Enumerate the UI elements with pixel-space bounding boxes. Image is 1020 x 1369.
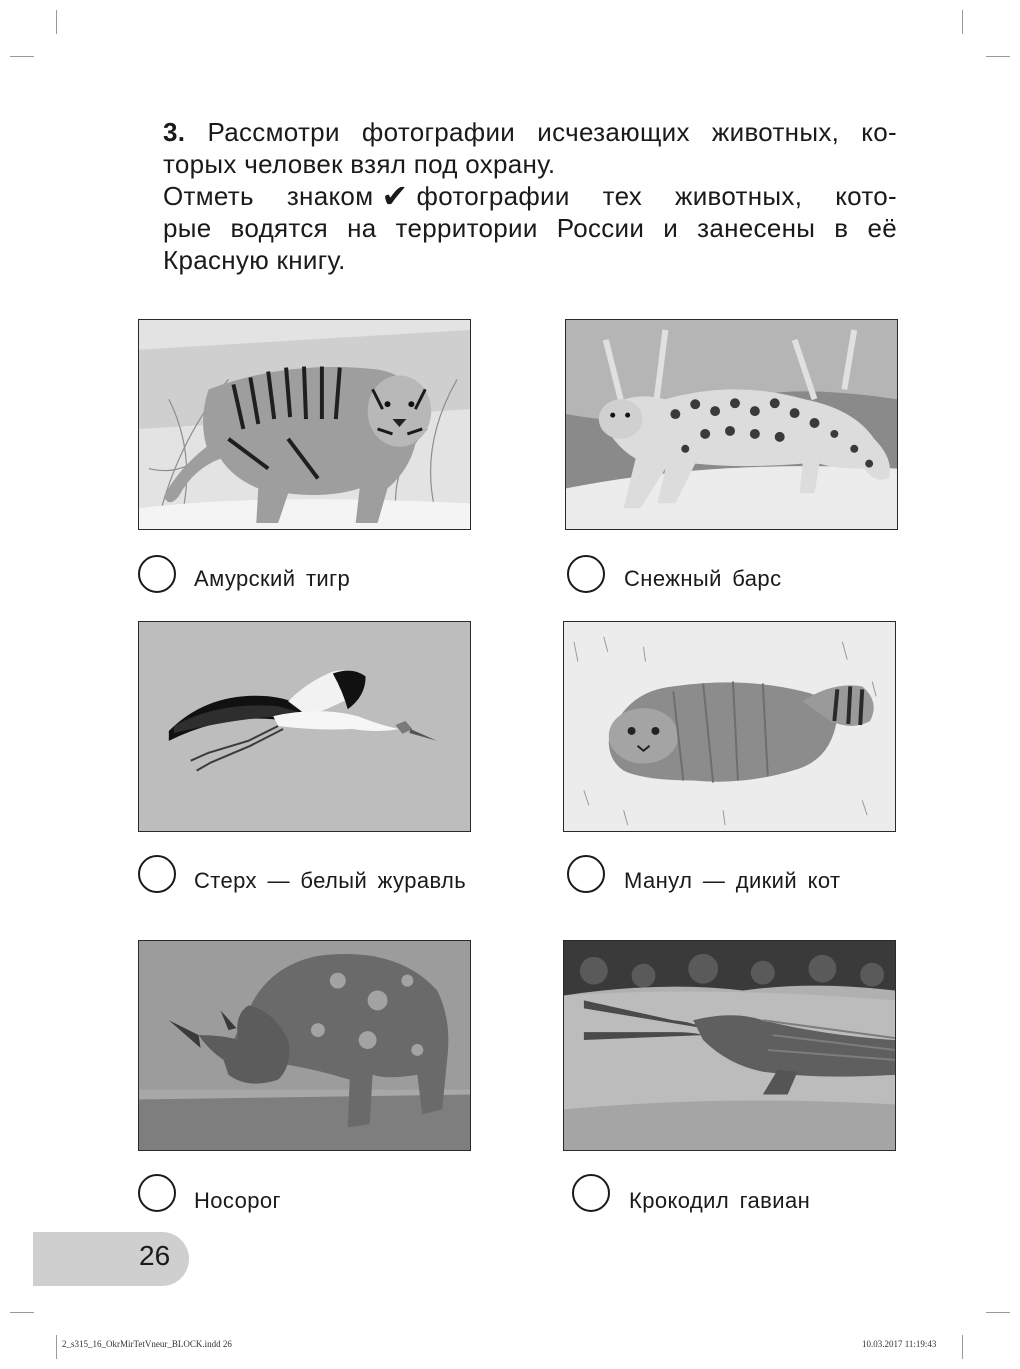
checkbox-pallas-cat[interactable]	[567, 855, 605, 893]
label-gharial: Крокодил гавиан	[629, 1188, 811, 1213]
task-line: Красную книгу.	[163, 245, 346, 275]
siberian-crane-photo	[138, 621, 471, 832]
checkbox-rhinoceros[interactable]	[138, 1174, 176, 1212]
page-number: 26	[139, 1240, 171, 1271]
gharial-photo	[563, 940, 896, 1151]
label-siberian-crane: Стерх — белый журавль	[194, 868, 467, 893]
label-amur-tiger: Амурский тигр	[194, 566, 351, 591]
label-rhinoceros: Носорог	[194, 1188, 281, 1213]
label-pallas-cat: Манул — дикий кот	[624, 868, 841, 893]
task-line: Отметь знаком	[163, 181, 374, 211]
checkbox-gharial[interactable]	[572, 1174, 610, 1212]
task-number: 3.	[163, 117, 186, 147]
check-mark-icon: ✔	[381, 178, 409, 214]
crop-mark	[10, 56, 34, 57]
amur-tiger-photo	[138, 319, 471, 530]
checkbox-siberian-crane[interactable]	[138, 855, 176, 893]
crop-mark	[986, 56, 1010, 57]
task-line: рые водятся на территории России и занесены в её	[163, 213, 897, 243]
pallas-cat-photo	[563, 621, 896, 832]
crop-mark	[986, 1312, 1010, 1313]
task-line: торых человек взял под охрану.	[163, 149, 556, 179]
snow-leopard-photo	[565, 319, 898, 530]
task-line: Рассмотри фотографии исчезающих животных, ко-	[207, 117, 897, 147]
crop-mark	[962, 10, 963, 34]
task-line: фотографии тех животных, кото-	[416, 181, 897, 211]
crop-mark	[962, 1335, 963, 1359]
footer-filename: 2_s315_16_OkrMirTetVneur_BLOCK.indd 26	[62, 1339, 232, 1349]
crop-mark	[10, 1312, 34, 1313]
crop-mark	[56, 1335, 57, 1359]
checkbox-amur-tiger[interactable]	[138, 555, 176, 593]
crop-mark	[56, 10, 57, 34]
checkbox-snow-leopard[interactable]	[567, 555, 605, 593]
task-text	[163, 116, 897, 276]
footer-timestamp: 10.03.2017 11:19:43	[862, 1339, 937, 1349]
label-snow-leopard: Снежный барс	[624, 566, 782, 591]
rhinoceros-photo	[138, 940, 471, 1151]
